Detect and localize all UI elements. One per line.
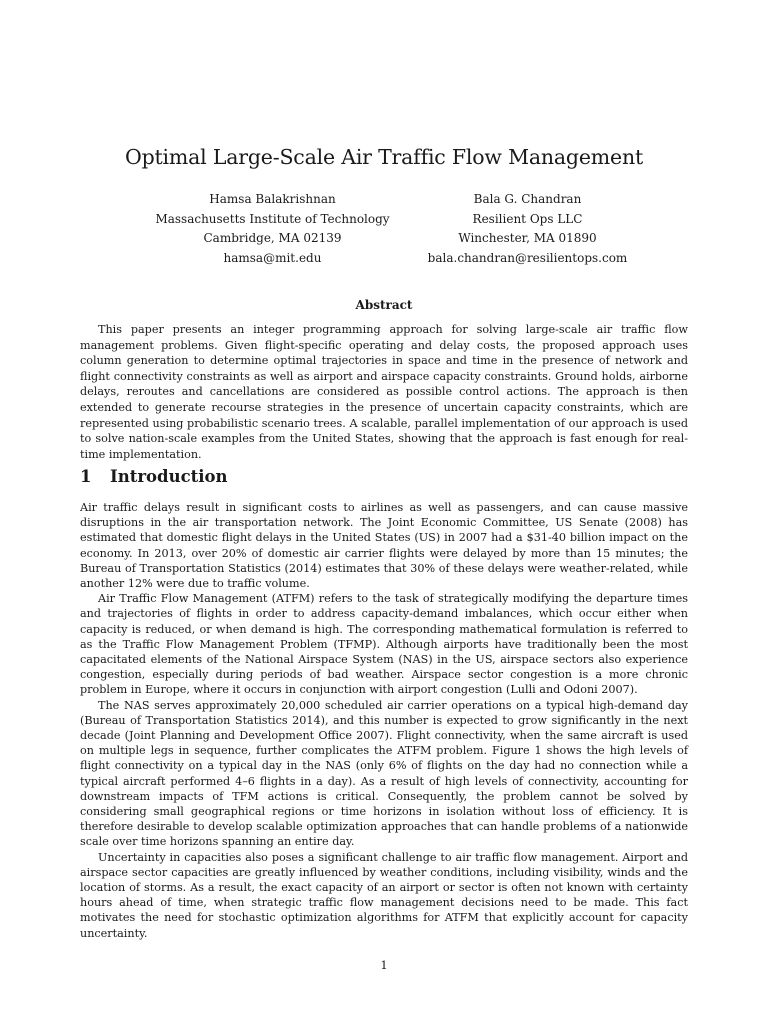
author-location: Winchester, MA 01890 xyxy=(458,231,597,246)
section-heading xyxy=(80,467,228,486)
body-paragraph: Air traffic delays result in significant costs to airlines as well as passengers, and can cause massive disruptions in the air transportation network. The Joint Economic Committee, US Senate (2008) has estimated that domestic flight delays in the United States (US) in 2007 had a $31-40 billion impact on the economy. In 2013, over 20% of domestic air carrier flights were delayed by more than 15 minutes; the Bureau of Transportation Statistics (2014) estimates that 30% of these delays were weather-related, while another 12% were due to traffic volume. xyxy=(80,501,688,591)
author-email: bala.chandran@resilientops.com xyxy=(427,250,628,265)
abstract-text: This paper presents an integer programming approach for solving large-scale air traffic flow management problems. Given flight-specific operating and delay costs, the proposed approach uses column generation to determine optimal trajectories in space and time in the presence of network and flight connectivity constraints as well as airport and airspace capacity constraints. Ground holds, airborne delays, reroutes and cancellations are considered as possible control actions. The approach is then extended to generate recourse strategies in the presence of uncertain capacity constraints, which are represented using probabilistic scenario trees. A scalable, parallel implementation of our approach is used to solve nation-scale examples from the United States, showing that the approach is fast enough for real-time implementation. xyxy=(80,323,688,461)
author-affiliation: Massachusetts Institute of Technology xyxy=(155,211,390,226)
section-number: 1 xyxy=(80,467,92,486)
body-paragraph: Air Traffic Flow Management (ATFM) refers to the task of strategically modifying the departure times and trajectories of flights in order to address capacity-demand imbalances, which occur either when capacity is reduced, or when demand is high. The corresponding mathematical formulation is referred to as the Traffic Flow Management Problem (TFMP). Although airports have traditionally been the most capacitated elements of the National Airspace System (NAS) in the US, airspace sectors also experience congestion, especially during periods of bad weather. Airspace sector congestion is a more chronic problem in Europe, where it occurs in conjunction with airport congestion (Lulli and Odoni 2007). xyxy=(80,592,688,697)
author-block-1 xyxy=(150,190,395,268)
author-name: Bala G. Chandran xyxy=(473,192,582,206)
author-name: Hamsa Balakrishnan xyxy=(209,192,336,206)
body-paragraph: Uncertainty in capacities also poses a significant challenge to air traffic flow management. Airport and airspace sector capacities are greatly influenced by weather conditions, including visibility, winds and the location of storms. As a result, the exact capacity of an airport or sector is often not known with certainty hours ahead of time, when strategic traffic flow management decisions need to be made. This fact motivates the need for stochastic optimization algorithms for ATFM that explicitly account for capacity uncertainty. xyxy=(80,850,688,940)
section-body xyxy=(80,500,688,941)
author-block-2 xyxy=(400,190,655,268)
body-paragraph: The NAS serves approximately 20,000 scheduled air carrier operations on a typical high-demand day (Bureau of Transportation Statistics 2014), and this number is expected to grow significantly in the next decade (Joint Planning and Development Office 2007). Flight connectivity, when the same aircraft is used on multiple legs in sequence, further complicates the ATFM problem. Figure 1 shows the high levels of flight connectivity on a typical day in the NAS (only 6% of flights on the day had no connection while a typical aircraft performed 4–6 flights in a day). As a result of high levels of connectivity, accounting for downstream impacts of TFM actions is critical. Consequently, the problem cannot be solved by considering small geographical regions or time horizons in isolation without loss of efficiency. It is therefore desirable to develop scalable optimization approaches that can handle problems of a nationwide scale over time horizons spanning an entire day. xyxy=(80,698,688,849)
abstract-heading: Abstract xyxy=(355,298,413,312)
author-affiliation: Resilient Ops LLC xyxy=(472,211,583,226)
author-location: Cambridge, MA 02139 xyxy=(203,231,342,246)
paper-title: Optimal Large-Scale Air Traffic Flow Management xyxy=(124,145,643,169)
page-number: 1 xyxy=(380,958,388,972)
author-email: hamsa@mit.edu xyxy=(223,250,322,265)
section-title: Introduction xyxy=(110,467,228,486)
